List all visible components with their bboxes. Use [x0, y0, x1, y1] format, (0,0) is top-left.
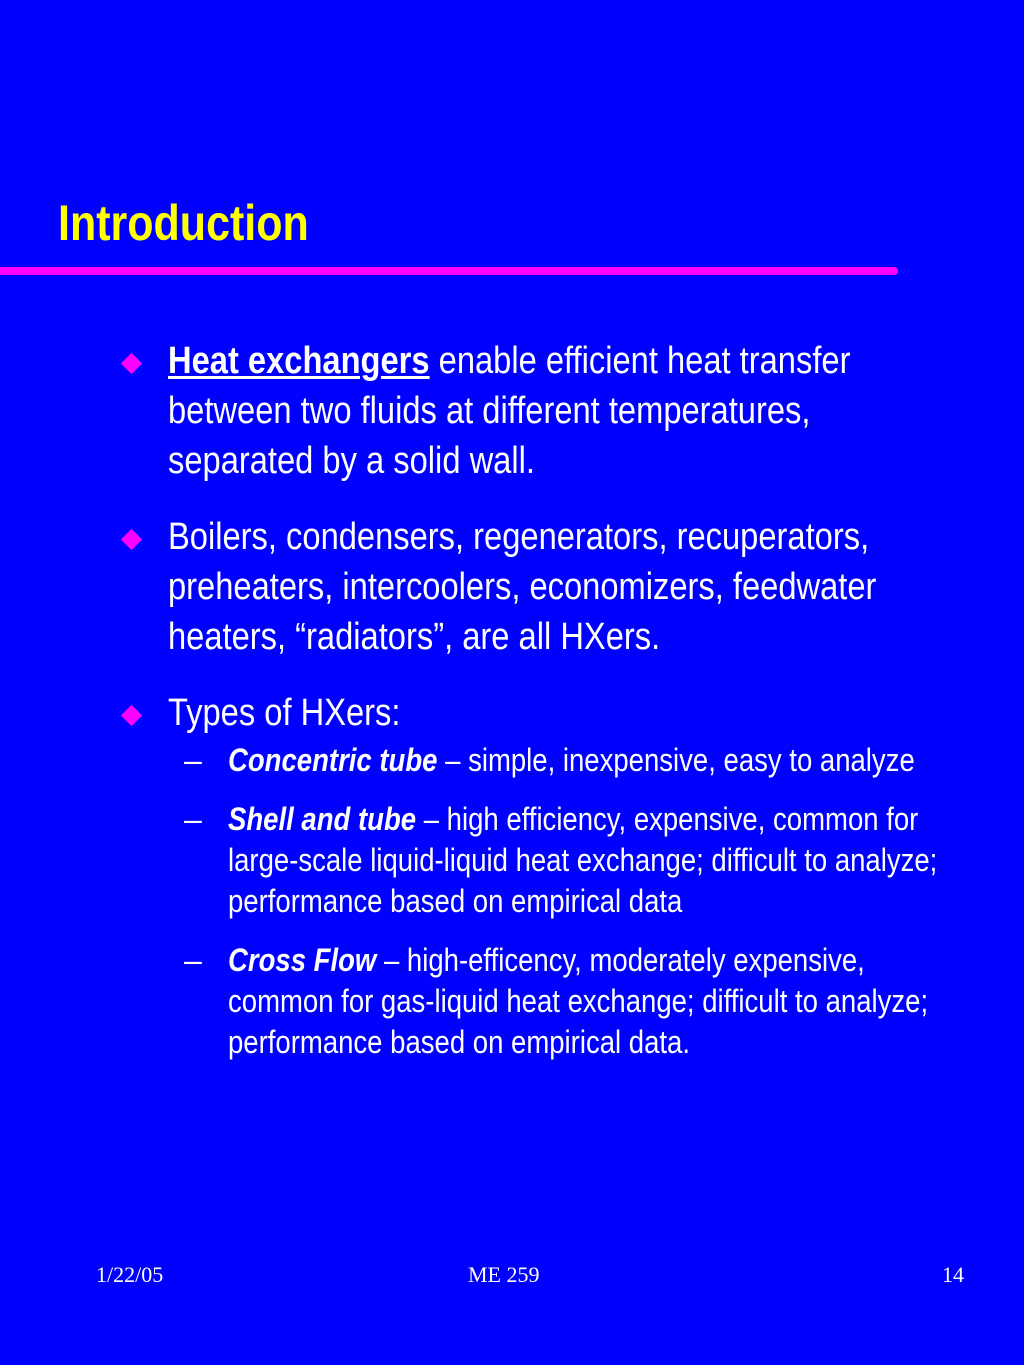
hx-type-description: – simple, inexpensive, easy to analyze [437, 742, 915, 778]
bullet-text [168, 688, 951, 738]
hx-type-term: Cross Flow [228, 942, 377, 978]
sub-bullet-item [168, 799, 992, 922]
sub-bullet-item [168, 940, 992, 1063]
hx-type-description: – high-efficency, moderately expensive, common for gas-liquid heat exchange; difficult to analyze; performance based on empirical data. [228, 942, 929, 1060]
diamond-bullet-icon [121, 529, 142, 550]
bullet-text [168, 512, 951, 662]
bullet-item [112, 512, 992, 662]
sub-bullet-text [228, 799, 968, 922]
bullet-body: enable efficient heat transfer between two fluids at different temperatures, separated by a solid wall. [168, 340, 851, 482]
sub-bullet-text [228, 940, 968, 1063]
sub-bullet-list [168, 740, 992, 1063]
dash-marker: – [184, 801, 202, 837]
hx-type-term: Shell and tube [228, 801, 417, 837]
footer-date: 1/22/05 [96, 1262, 164, 1287]
diamond-bullet-icon [121, 705, 142, 726]
hx-type-term: Concentric tube [228, 742, 438, 778]
bullet-body: Types of HXers: [168, 692, 401, 734]
footer-course: ME 259 [468, 1262, 540, 1287]
bullet-list [112, 336, 992, 1089]
slide-title: Introduction [58, 195, 309, 251]
dash-marker: – [184, 742, 202, 778]
bullet-body: Boilers, condensers, regenerators, recuperators, preheaters, intercoolers, economizers, feedwater heaters, “radiators”, are all HXers. [168, 516, 877, 658]
dash-marker: – [184, 942, 202, 978]
hx-type-description: – high efficiency, expensive, common for large-scale liquid-liquid heat exchange; difficult to analyze; performance based on empirical data [228, 801, 938, 919]
bullet-item [112, 336, 992, 486]
sub-bullet-item [168, 740, 992, 781]
title-divider [0, 267, 898, 275]
footer-page-number: 14 [942, 1262, 964, 1287]
bullet-lead-term: Heat exchangers [168, 340, 430, 382]
diamond-bullet-icon [121, 353, 142, 374]
sub-bullet-text [228, 740, 968, 781]
bullet-item [112, 688, 992, 1063]
bullet-text [168, 336, 951, 486]
